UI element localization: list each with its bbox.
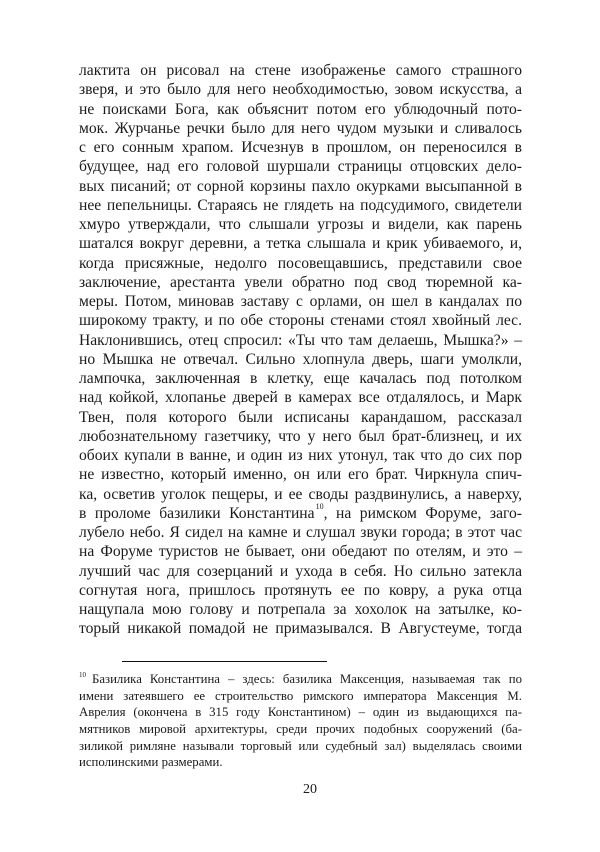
text-line: зверя, и это было для него необходимостью, зовом искусства, а <box>79 81 522 99</box>
text-segment: в проломе базилики Константина <box>79 504 315 522</box>
text-line: но Мышка не отвечал. Сильно хлопнула дверь, шаги умолкли, <box>79 350 522 368</box>
text-line: на Форуме туристов не бывает, они обедают по отелям, и это – <box>79 543 522 561</box>
text-line: когда присяжные, недолго посовещавшись, представили свое <box>79 254 522 272</box>
text-line: не поисками Бога, как объяснит потом его ублюдочный пото- <box>79 100 522 118</box>
text-line: нащупала мою голову и потрепала за хохолок на затылке, ко- <box>79 601 522 618</box>
text-line: согнутая нога, пришлось протянуть ее по ковру, а рука отца <box>79 581 522 599</box>
body-text <box>79 61 522 639</box>
text-line: Наклонившись, отец спросил: «Ты что там делаешь, Мышка?» – <box>79 331 522 349</box>
text-line: мок. Журчанье речки было для него чудом музыки и сливалось <box>79 119 522 137</box>
text-line: лучший час для созерцаний и ухода в себя. Но сильно затекла <box>79 562 522 580</box>
text-line: вых писаний; от сорной корзины пахло окурками высыпанной в <box>79 177 522 195</box>
page-number: 20 <box>303 782 317 797</box>
text-line: не известно, который именно, он или его брат. Чиркнула спич- <box>79 466 522 484</box>
footnote-line: исполинскими размерами. <box>79 755 223 770</box>
text-line: шатался вокруг деревни, а тетка слышала и крик убиваемого, и, <box>79 235 522 253</box>
text-line: над койкой, хлопанье дверей в камерах все отдалялось, и Марк <box>79 389 522 407</box>
footnote-line: зиликой римляне называли торговый или судебный зал) выделялась своими <box>79 738 522 753</box>
text-line: ка, осветив уголок пещеры, и ее своды раздвинулись, а наверху, <box>79 485 522 503</box>
text-line: Твен, поля которого были исписаны карандашом, рассказал <box>79 408 522 426</box>
text-line: лампочка, заключенная в клетку, еще качалась под потолком <box>79 370 522 387</box>
footnote-line: Аврелия (окончена в 315 году Константином) – один из выдающихся па- <box>79 705 522 720</box>
text-line: лактита он рисовал на стене изображенье самого страшного <box>79 62 522 79</box>
text-line: торый никакой помадой не примазывался. В Августеуме, тогда <box>79 620 522 638</box>
footnote-line: мятников мировой архитектуры, среди прочих подобных сооружений (ба- <box>79 722 522 737</box>
footnote-separator <box>122 661 327 662</box>
footnote-line <box>79 671 522 688</box>
text-line: нее пепельницы. Стараясь не глядеть на подсудимого, свидетели <box>79 196 522 214</box>
text-line: заключение, арестанта увели обратно под свод тюремной ка- <box>79 273 522 291</box>
text-line: любознательному газетчику, что у него был брат-близнец, и их <box>79 427 522 445</box>
footnote-line: имени затеявшего ее строительство римского императора Максенция М. <box>79 688 522 703</box>
text-line: с его сонным храпом. Исчезнув в прошлом, он переносился в <box>79 139 522 156</box>
text-line-with-footnote-ref <box>79 501 523 523</box>
footnote-reference[interactable]: 10 <box>315 501 324 511</box>
text-line: обоих купали в ванне, и один из них утонул, так что до сих пор <box>79 447 522 464</box>
footnote-text: Базилика Константина – здесь: базилика Максенция, называемая так по <box>92 672 522 686</box>
text-line: хмуро утверждали, что слышали угрозы и видели, как парень <box>79 216 522 233</box>
text-line: будущее, над его головой шуршали страницы отцовских дело- <box>79 158 522 176</box>
text-line: широкому тракту, и по обе стороны стенами стоял хвойный лес. <box>79 312 522 330</box>
text-line: меры. Потом, миновав заставу с орлами, он шел в кандалах по <box>79 293 522 310</box>
footnote <box>79 671 522 771</box>
text-segment: , на римском Форуме, заго- <box>323 504 523 522</box>
footnote-number: 10 <box>79 671 86 679</box>
text-line: лубело небо. Я сидел на камне и слушал звуки города; в этот час <box>79 524 522 541</box>
